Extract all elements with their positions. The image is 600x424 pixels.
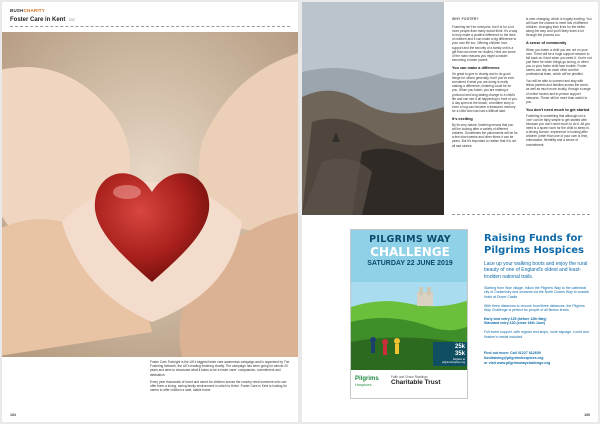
article-title-suffix: CIC (69, 18, 76, 22)
poster-distance-2: 35k (454, 351, 465, 357)
col1-heading-1: You can make a difference (452, 65, 500, 70)
article-column-1 (452, 17, 518, 151)
promo-contact-phone: Find out more: Call 01227 812609 (484, 351, 541, 356)
promo-body-1: Starting from Wye village, follow the Pilgrims Way to the cathedral city of Canterbury and onwards via the North Downs Way to coastal finish at Dover Castle. (484, 285, 589, 300)
article-column-2 (526, 17, 592, 150)
logo-sub: Hospices (355, 382, 372, 387)
poster-landscape-image (351, 282, 468, 370)
col2-paragraph-1: is ever-changing, which is hugely exciting. You will have the chance to meet lots of different children, changing their lives for the better along the way. And you'll likely learn a lot through the process too. (526, 17, 592, 38)
promo-body-3: Full event support, with regular rest stops, route signage, t-shirt and finisher's medal included. (484, 330, 589, 339)
title-divider (10, 26, 290, 27)
article-title (10, 17, 75, 23)
poster-distances-box (433, 342, 467, 366)
hands-heart-photo (2, 32, 298, 357)
left-page (2, 2, 298, 422)
article-title-text: Foster Care in Kent (10, 17, 66, 23)
promo-contact-website[interactable]: or visit www.pilgrimswaychallenge.org (484, 360, 551, 365)
promo-contact-email[interactable]: fundraising@pilgrimshospices.org (484, 355, 544, 360)
col2-heading-2: You don't need much to get started (526, 107, 590, 112)
poster-distance-1: 25k (454, 344, 465, 350)
advert-divider (452, 214, 590, 215)
poster-line-2: CHALLENGE (370, 245, 450, 259)
promo-contacts (484, 351, 590, 365)
sponsor-block (391, 375, 440, 386)
coastline-photo (302, 2, 444, 215)
promo-price-standard: Standard entry £30 (close 16th June) (484, 321, 546, 326)
section-prefix: BUSH (10, 8, 24, 13)
caption-paragraph-2: Every year thousands of loved and cared-for children across the country need someone who can offer them a loving, caring family environment in which to thrive. Foster Care in Kent is looking for carers to offer children a safe, stable home. (150, 379, 288, 393)
promo-prices (484, 317, 590, 326)
col1-paragraph-1: Fostering isn't for everyone, but it is for a lot more people than many would think. It's a way to truly make a positive difference to the lives of children and it can make a big difference to your own life too. Offering children love, support and the security of a family unit is a gift that can never be rivalled. Here are some of the main reasons you might consider becoming a foster parent. (452, 25, 518, 62)
poster-register-note: Register at pilgrimshospices.org (442, 358, 465, 364)
col1-paragraph-3: By its very nature, fostering means that you will be looking after a variety of different children. Sometimes the placements will be for a few short weeks and other times it can be years. But it's important to realise that it is not all sad stories. (452, 123, 518, 148)
right-page (302, 2, 598, 422)
col2-paragraph-3: You will be able to connect and stay with fellow parents and families across the world, as well as much more locally, through a range of online forums and in-person support networks. These will be more than useful to you. (526, 79, 591, 104)
caption-paragraph-1: Foster Care Fortnight is the UK's biggest foster care awareness campaign and is organised by The Fostering Network, the UK's leading fostering charity. The campaign has been going for almost 20 years and aims to showcase what it takes to be a foster carer: compassion, commitment and dedication. (150, 360, 290, 377)
col2-paragraph-4: Fostering is something that although not a 'one' can be fairly simple to get started with because you don't need much to do it. All you need is a spare room for the child to sleep in, a driving licence, experience in looking after children (other than one of your own is fine), enthusiasm, flexibility and a sense of commitment. (526, 113, 591, 147)
promo-headline: Raising Funds for Pilgrims Hospices (484, 233, 584, 256)
poster-header (351, 230, 468, 282)
col2-heading-1: A sense of community (526, 41, 567, 46)
article-kicker: WHY FOSTER? (452, 17, 479, 21)
promo-price-early: Early bird entry £25 (before 12th May) (484, 316, 547, 321)
col2-paragraph-2: When you foster a child you are not on your own. There will be a huge support network to fall back on if and when you need it. You're not just there for when things go wrong, or when you or your foster child face trouble. Foster carers can rely on each other and the professional team, which will be plentiful. (526, 47, 592, 77)
section-word: CHARITY (23, 8, 45, 13)
promo-body-2: With three distances to choose from/three distances, the Pilgrims Way Challenge is perfect for people of all fitness levels. (484, 303, 585, 313)
pilgrims-hospices-logo (355, 376, 379, 388)
challenge-poster (350, 229, 468, 399)
poster-date: SATURDAY 22 JUNE 2019 (367, 260, 453, 267)
section-tag (10, 8, 45, 13)
article-caption (150, 360, 290, 395)
promo-lead: Lace up your walking boots and enjoy the rural beauty of one of England's oldest and least-trodden national trails. (484, 261, 588, 280)
fundraising-promo (484, 233, 590, 365)
sponsor-name: Charitable Trust (391, 379, 441, 386)
poster-footer (351, 370, 468, 399)
logo-name: Pilgrims (355, 376, 379, 382)
col1-heading-2: It's exciting (452, 116, 473, 121)
poster-line-1: PILGRIMS WAY (369, 234, 451, 245)
page-number-right: 165 (584, 413, 590, 417)
sponsor-small: Faith and Grace Rawlings (391, 375, 428, 379)
col1-paragraph-2: It's great to give to charity and to do good things for others generally, but if you've ever wondered if what you are doing is really making a difference, fostering could be for you. When you foster, you are making a profound and long lasting change to a child's life and can see it all happening in front of you. A day spent at the beach, a bedtime story or even a hug can become a treasured memory for a child who has had a difficult start. (452, 72, 518, 113)
page-number-left: 164 (10, 413, 16, 417)
